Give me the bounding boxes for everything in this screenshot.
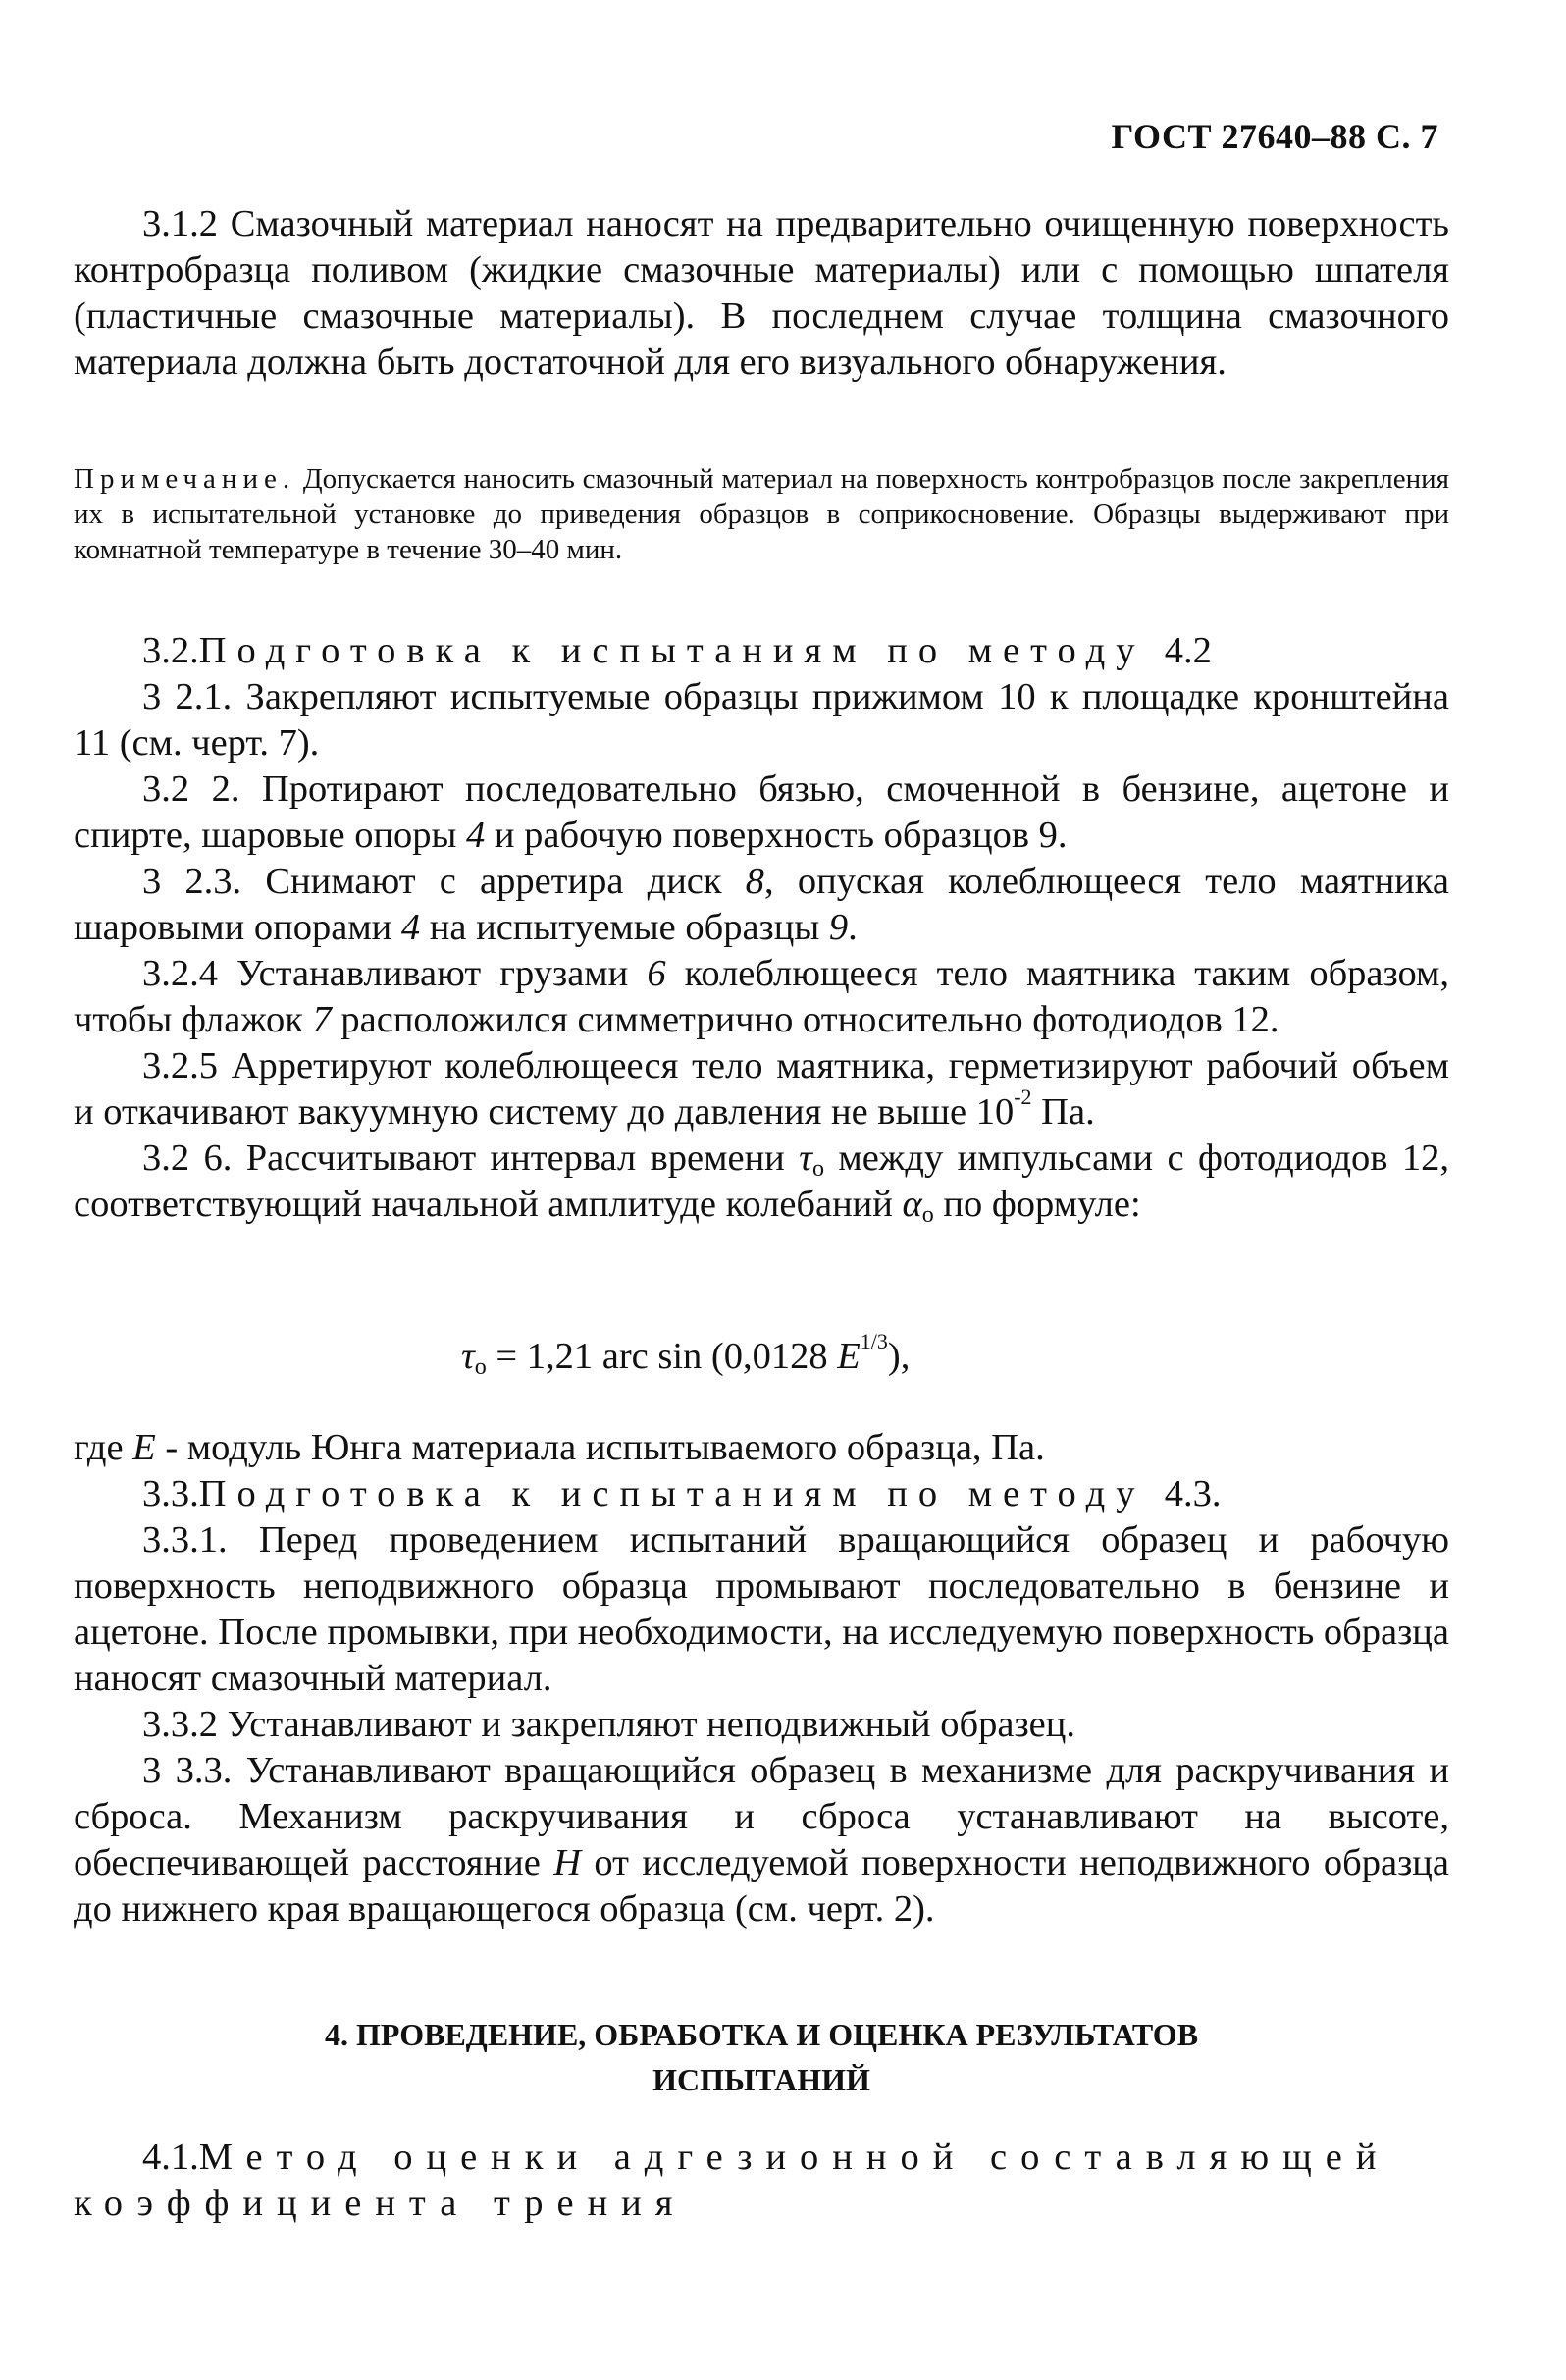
p322-a: 3.2 2. Протирают последовательно бязью, смоченной в бензине, ацетоне и спирте, шаровые опоры [74,768,1449,856]
p41-title: Метод оценки адгезионной составляющей коэффициента трения [74,2137,1390,2224]
formula-subscript: o [474,1354,487,1380]
alpha-symbol: α [902,1184,922,1225]
section-3-3 [74,1425,1449,1932]
p323-d: . [848,907,858,948]
tau-subscript: o [811,1156,824,1182]
p324-a: 3.2.4 Устанавливают грузами [142,953,648,994]
note-label: Примечание. [74,463,296,495]
p323-n1: 8 [745,861,765,902]
paragraph-3-3-2: 3.3.2 Устанавливают и закрепляют неподвижный образец. [142,1704,1075,1745]
paragraph-4-1 [74,2135,1449,2227]
paragraph-3-2-3 [74,859,1449,951]
p323-b: , опуская колеблющееся тело маятника шаровыми опорами [74,861,1449,948]
paragraph-4-1-heading [74,2135,1449,2227]
section-4-heading-line1: 4. ПРОВЕДЕНИЕ, ОБРАБОТКА И ОЦЕНКА РЕЗУЛЬТАТОВ [324,2017,1199,2052]
p333-b: от исследуемой поверхности неподвижного образца до нижнего края вращающегося образца (см. черт. 2). [74,1842,1449,1930]
note-body: Допускается наносить смазочный материал на поверхность контробразцов после закрепления их в испытательной установке до приведения образцов в соприкосновение. Образцы выдерживают при комнатной температуре в течение 30–40 мин. [74,463,1450,565]
section-4-heading [74,2012,1449,2102]
p325-exponent: -2 [1014,1084,1032,1109]
p41-number: 4.1. [142,2137,199,2178]
p322-b: и рабочую поверхность образцов 9. [485,815,1068,856]
where-b: - модуль Юнга материала испытываемого образца, Па. [155,1427,1045,1468]
p333-var: H [553,1842,582,1883]
paragraph-3-1-2 [74,201,1449,386]
p326-a: 3.2 6. Рассчитывают интервал времени [142,1137,800,1179]
note-text [74,461,1449,567]
alpha-subscript: o [921,1202,934,1228]
p324-c: расположился симметрично относительно фотодиодов 12. [331,999,1279,1040]
paragraph-3-3-1: 3.3.1. Перед проведением испытаний вращающийся образец и рабочую поверхность неподвижного образца промывают последовательно в бензине и ацетоне. После промывки, при необходимости, на исследуемую поверхность образца наносят смазочный материал. [74,1519,1449,1699]
formula-variable: E [837,1336,861,1377]
formula-end: ), [887,1336,911,1377]
p323-n3: 9 [828,907,849,948]
section-3-2-ref: 4.2 [1164,630,1212,671]
where-a: где [74,1427,133,1468]
where-var: E [132,1427,156,1468]
p322-n1: 4 [466,815,486,856]
p323-a: 3 2.3. Снимают с арретира диск [142,861,746,902]
section-3-3-title: Подготовка к испытаниям по методу [198,1473,1146,1514]
paragraph-3-2-6 [74,1136,1449,1228]
paragraph-3-1-2-text: 3.1.2 Смазочный материал наносят на предварительно очищенную поверхность контробразца поливом (жидкие смазочные материалы) или с помощью шпателя (пластичные смазочные материалы). В последнем случае толщина смазочного материала должна быть достаточной для его визуального обнаружения. [74,203,1449,383]
formula-exponent: 1/3 [860,1329,888,1353]
section-3-2-title: Подготовка к испытаниям по методу [198,630,1146,671]
section-3-3-ref: 4.3. [1164,1473,1222,1514]
formula-middle: = 1,21 arc sin (0,0128 [486,1336,838,1377]
p333-a: 3 3.3. Устанавливают вращающийся образец в механизме для раскручивания и сброса. Механизм раскручивания и сброса устанавливают на высоте, обеспечивающей расстояние [74,1750,1449,1883]
formula-tau: τ [461,1336,475,1377]
p323-n2: 4 [400,907,421,948]
section-3-3-number: 3.3. [142,1473,199,1514]
page-header: ГОСТ 27640–88 С. 7 [1111,117,1438,156]
note-block [74,461,1449,567]
p325-a: 3.2.5 Арретируют колеблющееся тело маятника, герметизируют рабочий объем и откачивают вакуумную систему до давления не выше 10 [74,1045,1449,1133]
paragraph-3-2-5 [74,1043,1449,1136]
section-3-2-number: 3.2. [142,630,199,671]
p323-c: на испытуемые образцы [420,907,829,948]
section-4-heading-line2: ИСПЫТАНИЙ [652,2062,870,2097]
p325-b: Па. [1031,1091,1095,1133]
tau-symbol: τ [799,1137,812,1179]
section-3-3-heading [74,1471,1449,1517]
p326-b: между импульсами с фотодиодов 12, соответствующий начальной амплитуде колебаний [74,1137,1449,1225]
paragraph-3-2-1: 3 2.1. Закрепляют испытуемые образцы прижимом 10 к площадке кронштейна 11 (см. черт. 7). [74,676,1449,764]
paragraph-3-2-2 [74,767,1449,859]
paragraph-3-2-4 [74,951,1449,1043]
where-line [74,1425,1449,1471]
p324-n1: 6 [647,953,666,994]
paragraph-3-3-3 [74,1748,1449,1932]
formula [461,1329,911,1380]
p326-c: по формуле: [933,1184,1141,1225]
p324-b: колеблющееся тело маятника таким образом, чтобы флажок [74,953,1449,1040]
section-3-2-heading [74,628,1449,674]
section-3-2 [74,628,1449,1228]
p324-n2: 7 [312,999,332,1040]
